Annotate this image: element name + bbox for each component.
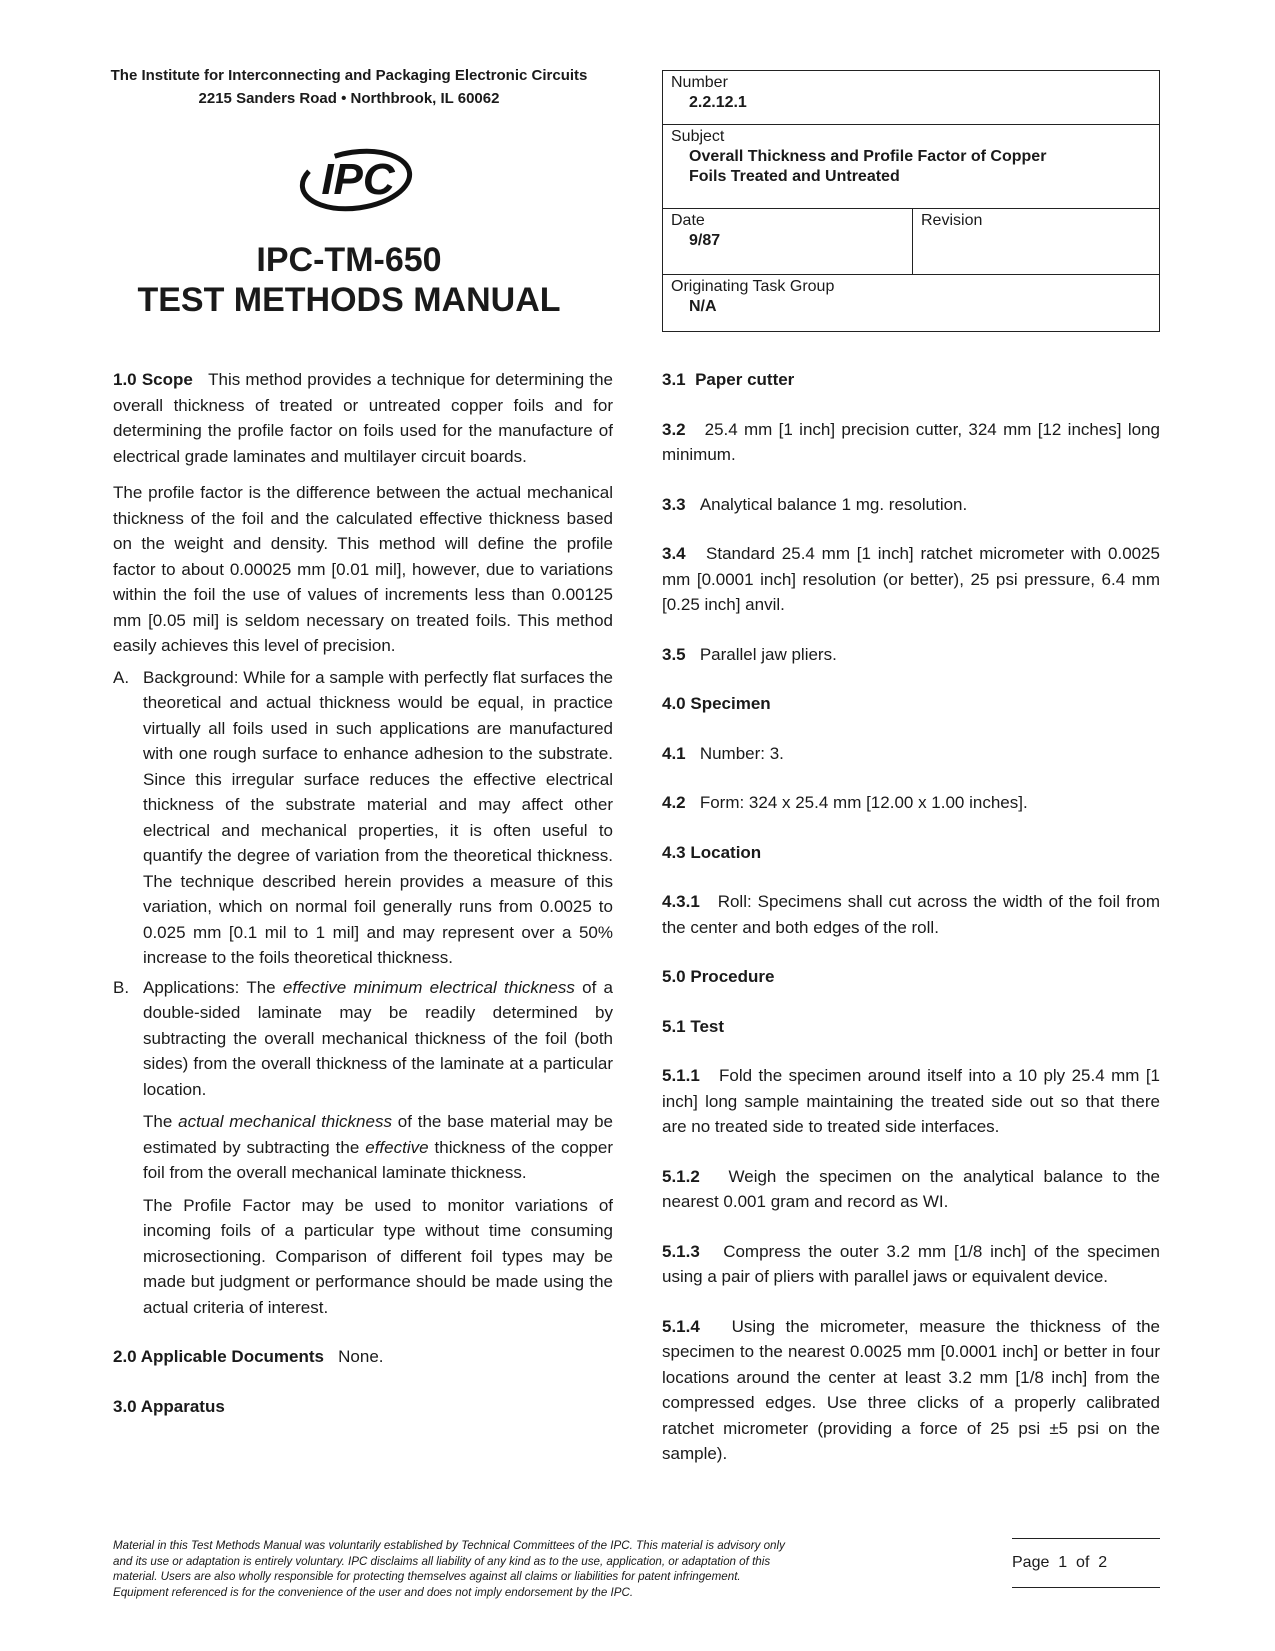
section-number: 5.1.1 [662,1066,700,1085]
section-3-1 [662,367,1160,393]
subject-label: Subject [671,128,725,145]
section-text: Standard 25.4 mm [1 inch] ratchet micrometer with 0.0025 mm [0.0001 inch] resolution (or better), 25 psi pressure, 6.4 mm [0.25 inch] anvil. [662,544,1161,614]
section-3-3 [662,492,1160,518]
specimen-heading: 4.0 Specimen [662,694,771,713]
sub1-text-b: of the base material may be estimated by subtracting the [143,1112,613,1157]
profile-factor-paragraph: The profile factor is the difference between the actual mechanical thickness of the foil and the calculated effective thickness based on the weight and density. This method will define the profile factor to about 0.00025 mm [0.01 mil], however, due to variations within the foil the use of values of increments less than 0.00125 mm [0.05 mil] is seldom necessary on treated foils. This method easily achieves this level of precision. [113,483,613,655]
section-text: Fold the specimen around itself into a 10 ply 25.4 mm [1 inch] long sample maintaining the treated side out so that there are no treated side to treated side interfaces. [662,1066,1160,1136]
section-number: 3.5 [662,644,686,664]
section-heading: Paper cutter [695,370,795,389]
section-text: Form: 324 x 25.4 mm [12.00 x 1.00 inches]. [699,793,1028,812]
section-text: Compress the outer 3.2 mm [1/8 inch] of the specimen using a pair of pliers with parallel jaws or equivalent device. [662,1241,1160,1286]
date-cell [663,209,913,275]
page-number-box [1012,1538,1160,1588]
procedure-heading: 5.0 Procedure [662,967,775,986]
revision-label: Revision [921,212,983,229]
sub1-emphasis-1: actual mechanical thickness [178,1112,392,1131]
section-5-1-4 [662,1314,1160,1467]
applications-subparagraph-1 [143,1109,613,1186]
document-info-box [662,70,1160,332]
page-number: Page 1 of 2 [1012,1554,1108,1571]
section-number: 3.2 [662,419,686,439]
scope-list [113,665,613,1321]
section-4-1 [662,741,1160,767]
applications-text-end: of a double-sided laminate may be readily determined by subtracting the overall mechanical thickness of the foil (both sides) from the overall thickness of the laminate at a particular location. [143,977,613,1099]
left-column [113,367,613,1419]
applications-emphasis: effective minimum electrical thickness [282,977,575,997]
subject-value-line1: Overall Thickness and Profile Factor of Copper [689,148,1047,165]
section-number: 3.1 [662,370,686,389]
section-5-1-2 [662,1164,1160,1215]
applicable-documents [113,1344,613,1370]
logo-text: IPC [321,155,395,204]
subject-value-line2: Foils Treated and Untreated [689,168,900,185]
right-column [662,367,1160,1467]
manual-title-line2: TEST METHODS MANUAL [137,281,561,319]
sub1-emphasis-2: effective [365,1137,429,1157]
sub1-text-c: thickness of the copper foil from the overall mechanical laminate thickness. [143,1137,614,1182]
section-text: Weigh the specimen on the analytical balance to the nearest 0.001 gram and record as WI. [662,1166,1161,1211]
disclaimer-line: and its use or adaptation is entirely voluntary. IPC disclaims all liability of any kind as to the use, application, or adaptation of this [113,1554,771,1568]
list-item-background [113,665,613,971]
scope-text: This method provides a technique for determining the overall thickness of treated or untreated copper foils and for determining the profile factor on foils used for the manufacture of electrical grade laminates and multilayer circuit boards. [113,370,613,466]
section-number: 3.3 [662,494,686,514]
task-group-cell [663,275,1159,331]
number-label: Number [671,74,728,91]
disclaimer-line: Equipment referenced is for the convenience of the user and does not imply endorsement by the IPC. [113,1585,634,1599]
section-5-1-3 [662,1239,1160,1290]
revision-cell [913,209,1159,275]
applicable-documents-text: None. [338,1347,384,1366]
disclaimer [113,1538,853,1600]
organization-address [110,64,588,110]
section-text: 25.4 mm [1 inch] precision cutter, 324 mm [12 inches] long minimum. [662,419,1160,464]
number-cell [663,71,1159,125]
test-heading: 5.1 Test [662,1016,725,1036]
section-3-5 [662,642,1160,668]
section-4-2 [662,790,1160,816]
location-heading: 4.3 Location [662,842,762,862]
section-number: 3.4 [662,544,686,563]
list-marker-a: A. [113,667,130,687]
disclaimer-line: material. Users are also wholly responsible for protecting themselves against all claims or liabilities for patent infringement. [113,1570,741,1583]
section-4-3-1 [662,889,1160,940]
ipc-logo [298,146,418,214]
section-number: 5.1.2 [662,1166,700,1186]
manual-title [110,240,588,320]
sub1-text-a: The [143,1112,179,1131]
scope-heading: 1.0 Scope [113,370,193,389]
section-number: 4.2 [662,793,686,812]
section-number: 4.1 [662,743,686,763]
applications-text-start: Applications: The [143,977,283,997]
organization-name: The Institute for Interconnecting and Packaging Electronic Circuits [110,67,588,84]
number-value: 2.2.12.1 [689,94,747,111]
section-number: 4.3.1 [662,892,700,911]
disclaimer-line: Material in this Test Methods Manual was voluntarily established by Technical Committees of the IPC. This material is advisory only [113,1539,785,1552]
organization-address-line: 2215 Sanders Road • Northbrook, IL 60062 [198,90,500,107]
scope-paragraph [113,367,613,469]
manual-title-line1: IPC-TM-650 [256,241,442,279]
date-label: Date [671,212,705,229]
date-value: 9/87 [689,232,721,249]
section-text: Analytical balance 1 mg. resolution. [699,494,968,514]
background-text: Background: While for a sample with perfectly flat surfaces the theoretical and actual thickness would be equal, in practice virtually all foils used in such applications are manufactured with one rough surface to enhance adhesion to the substrate. Since this irregular surface reduces the effective electrical thickness of the substrate material and may affect other electrical and mechanical properties, it is often useful to quantify the degree of variation from the theoretical thickness. The technique described herein provides a measure of this variation, which on normal foil generally runs from 0.0025 to 0.025 mm [0.1 mil to 1 mil] and may represent over a 50% increase to the foils theoretical thickness. [143,667,613,967]
section-text: Parallel jaw pliers. [699,644,837,664]
section-text: Using the micrometer, measure the thickness of the specimen to the nearest 0.0025 mm [0.0001 inch] or better in four locations around the center at least 3.2 mm [1/8 inch] from the compressed edges. Use three clicks of a properly calibrated ratchet micrometer (providing a force of 25 psi ±5 psi on the sample). [662,1316,1161,1463]
section-3-2 [662,417,1160,468]
applications-subparagraph-2: The Profile Factor may be used to monitor variations of incoming foils of a particular type without time consuming microsectioning. Comparison of different foil types may be made but judgment or performance should be made using the actual criteria of interest. [143,1195,613,1317]
section-3-4 [662,541,1160,618]
section-text: Roll: Specimens shall cut across the width of the foil from the center and both edges of the roll. [662,892,1161,937]
task-group-value: N/A [689,298,717,315]
section-number: 5.1.4 [662,1316,700,1336]
list-marker-b: B. [113,977,130,997]
subject-cell [663,125,1159,209]
applicable-documents-heading: 2.0 Applicable Documents [113,1347,324,1366]
task-group-label: Originating Task Group [671,278,835,295]
list-item-applications [113,975,613,1321]
apparatus-heading: 3.0 Apparatus [113,1396,225,1416]
section-text: Number: 3. [699,743,784,763]
section-number: 5.1.3 [662,1241,700,1261]
section-5-1-1 [662,1063,1160,1140]
